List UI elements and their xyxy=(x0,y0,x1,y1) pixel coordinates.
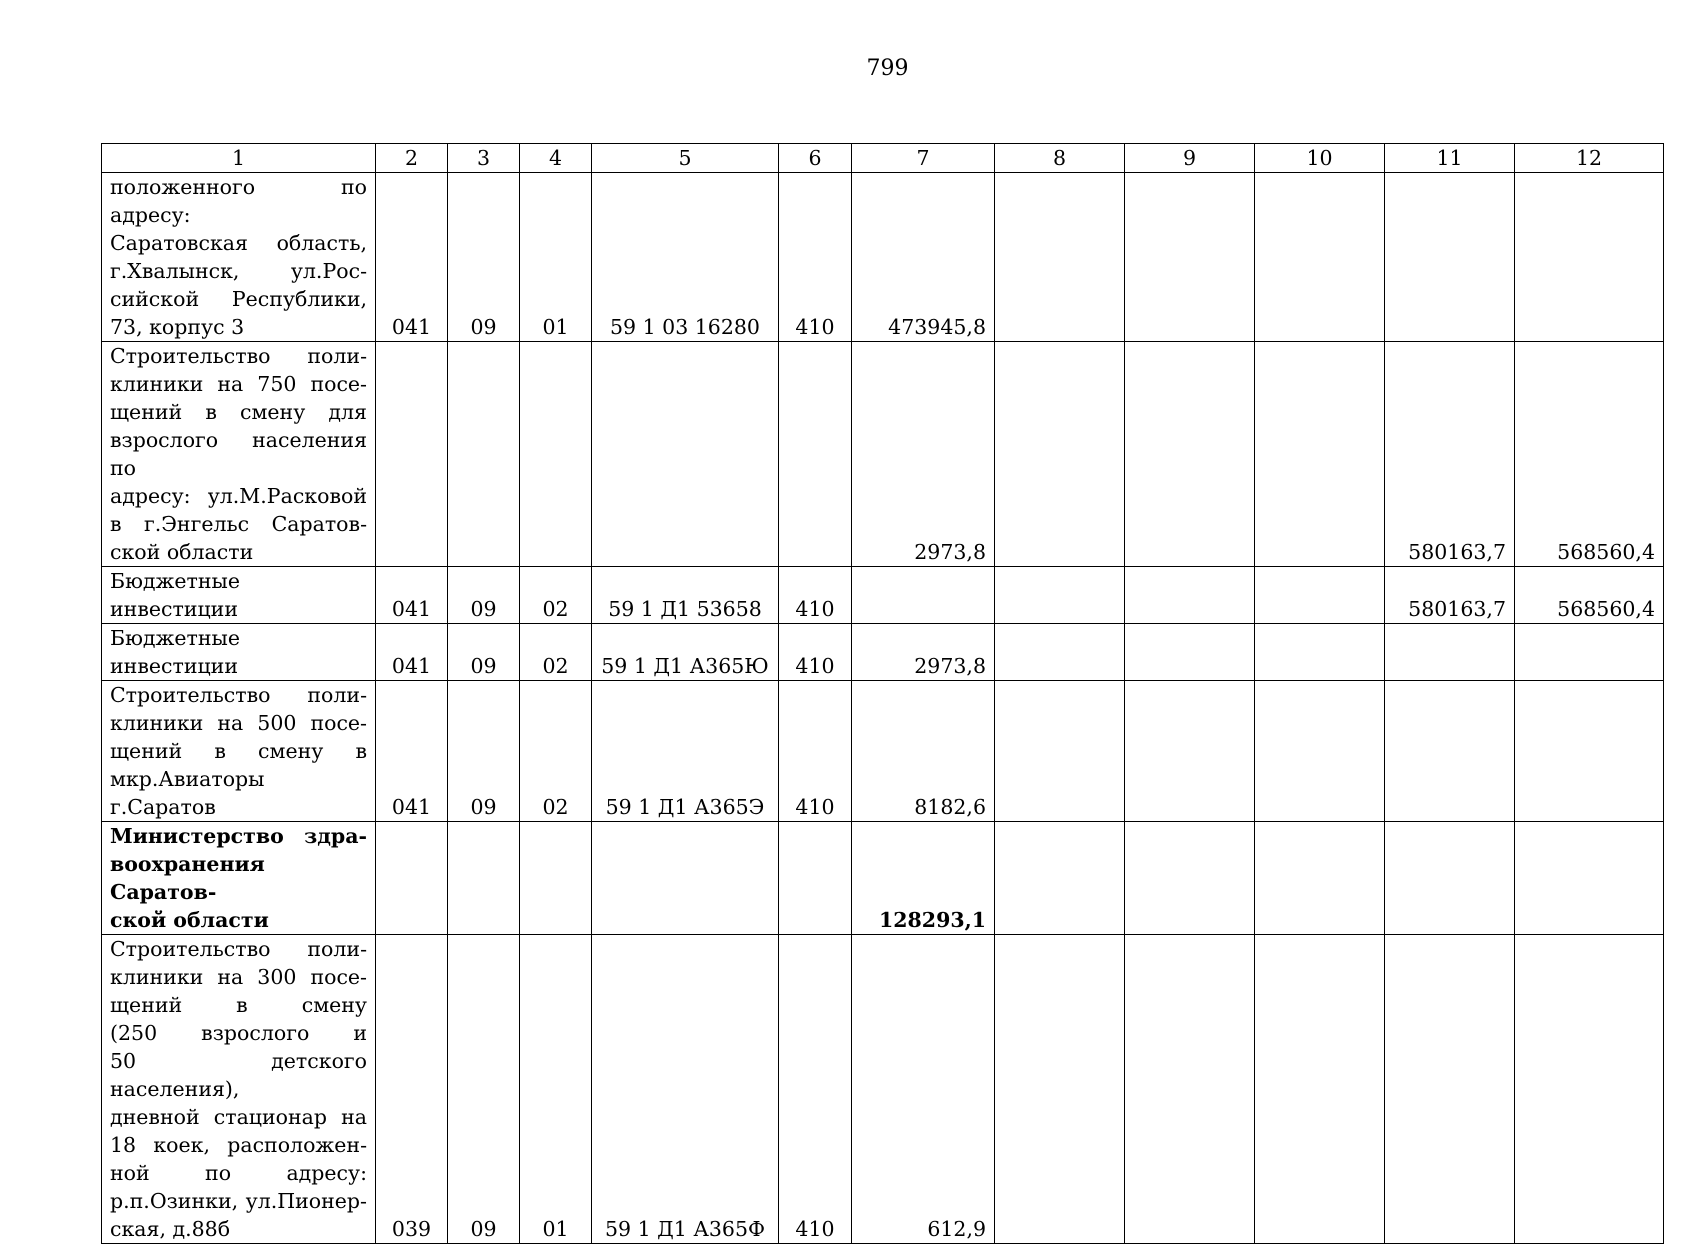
table-row xyxy=(102,935,1664,1244)
section-code: 09 xyxy=(448,624,520,681)
amount-col-11 xyxy=(1385,681,1515,822)
description-line: 73, корпус 3 xyxy=(110,315,245,339)
amount-col-9 xyxy=(1125,935,1255,1244)
description-line: в г.Энгельс Саратов- xyxy=(110,512,367,536)
subsection-code xyxy=(520,342,592,567)
amount-col-9 xyxy=(1125,567,1255,624)
description-line: Строительство поли- xyxy=(110,344,367,368)
amount-col-10 xyxy=(1255,624,1385,681)
amount-col-8 xyxy=(995,935,1125,1244)
table-row xyxy=(102,342,1664,567)
target-article xyxy=(592,822,779,935)
column-header-3: 3 xyxy=(448,144,520,173)
description-line: р.п.Озинки, ул.Пионер- xyxy=(110,1189,367,1213)
table-row xyxy=(102,567,1664,624)
section-code xyxy=(448,342,520,567)
column-header-6: 6 xyxy=(779,144,852,173)
target-article xyxy=(592,342,779,567)
amount-col-8 xyxy=(995,567,1125,624)
table-header-row xyxy=(102,144,1664,173)
amount-col-12: 568560,4 xyxy=(1515,342,1664,567)
description-line: положенного по адресу: xyxy=(110,175,367,227)
expense-type: 410 xyxy=(779,624,852,681)
description-line: взрослого населения по xyxy=(110,428,367,480)
description-line: адресу: ул.М.Расковой xyxy=(110,484,367,508)
amount-col-8 xyxy=(995,624,1125,681)
section-code: 09 xyxy=(448,681,520,822)
amount-col-7 xyxy=(852,567,995,624)
row-description xyxy=(102,681,376,822)
amount-col-12: 568560,4 xyxy=(1515,567,1664,624)
description-line: щений в смену xyxy=(110,993,367,1017)
description-line: дневной стационар на xyxy=(110,1105,367,1129)
description-line: клиники на 750 посе- xyxy=(110,372,367,396)
section-code: 09 xyxy=(448,935,520,1244)
amount-col-10 xyxy=(1255,342,1385,567)
expense-type: 410 xyxy=(779,935,852,1244)
expense-type: 410 xyxy=(779,173,852,342)
description-line: Бюджетные инвестиции xyxy=(110,569,240,621)
table-row xyxy=(102,681,1664,822)
ministry-code xyxy=(376,822,448,935)
budget-table xyxy=(101,143,1664,1244)
column-header-12: 12 xyxy=(1515,144,1664,173)
target-article: 59 1 Д1 А365Ф xyxy=(592,935,779,1244)
row-description xyxy=(102,567,376,624)
amount-col-11: 580163,7 xyxy=(1385,342,1515,567)
amount-col-12 xyxy=(1515,173,1664,342)
ministry-code: 041 xyxy=(376,681,448,822)
row-description xyxy=(102,935,376,1244)
table-row xyxy=(102,822,1664,935)
expense-type xyxy=(779,342,852,567)
row-description xyxy=(102,342,376,567)
amount-col-7: 473945,8 xyxy=(852,173,995,342)
table-row xyxy=(102,624,1664,681)
amount-col-10 xyxy=(1255,681,1385,822)
amount-col-12 xyxy=(1515,624,1664,681)
column-header-8: 8 xyxy=(995,144,1125,173)
amount-col-8 xyxy=(995,681,1125,822)
amount-col-7: 2973,8 xyxy=(852,624,995,681)
column-header-2: 2 xyxy=(376,144,448,173)
column-header-1: 1 xyxy=(102,144,376,173)
description-line: Саратовская область, xyxy=(110,231,367,255)
subsection-code: 02 xyxy=(520,681,592,822)
amount-col-9 xyxy=(1125,624,1255,681)
target-article: 59 1 Д1 А365Э xyxy=(592,681,779,822)
amount-col-8 xyxy=(995,173,1125,342)
amount-col-10 xyxy=(1255,822,1385,935)
description-line: ская, д.88б xyxy=(110,1217,231,1241)
description-line: клиники на 300 посе- xyxy=(110,965,367,989)
amount-col-11 xyxy=(1385,822,1515,935)
subsection-code: 01 xyxy=(520,935,592,1244)
target-article: 59 1 Д1 53658 xyxy=(592,567,779,624)
amount-col-11 xyxy=(1385,935,1515,1244)
amount-col-12 xyxy=(1515,681,1664,822)
amount-col-7: 128293,1 xyxy=(852,822,995,935)
description-line: ской области xyxy=(110,908,269,932)
amount-col-10 xyxy=(1255,935,1385,1244)
description-line: щений в смену для xyxy=(110,400,367,424)
row-description xyxy=(102,822,376,935)
column-header-10: 10 xyxy=(1255,144,1385,173)
amount-col-10 xyxy=(1255,567,1385,624)
ministry-code xyxy=(376,342,448,567)
subsection-code xyxy=(520,822,592,935)
amount-col-12 xyxy=(1515,822,1664,935)
amount-col-8 xyxy=(995,342,1125,567)
ministry-code: 041 xyxy=(376,567,448,624)
section-code: 09 xyxy=(448,567,520,624)
amount-col-11 xyxy=(1385,624,1515,681)
amount-col-11 xyxy=(1385,173,1515,342)
description-line: ной по адресу: xyxy=(110,1161,367,1185)
row-description xyxy=(102,624,376,681)
description-line: Строительство поли- xyxy=(110,683,367,707)
description-line: воохранения Саратов- xyxy=(110,852,265,904)
column-header-9: 9 xyxy=(1125,144,1255,173)
expense-type xyxy=(779,822,852,935)
target-article: 59 1 03 16280 xyxy=(592,173,779,342)
column-header-5: 5 xyxy=(592,144,779,173)
subsection-code: 02 xyxy=(520,624,592,681)
column-header-4: 4 xyxy=(520,144,592,173)
amount-col-9 xyxy=(1125,173,1255,342)
description-line: г.Саратов xyxy=(110,795,216,819)
description-line: сийской Республики, xyxy=(110,287,367,311)
description-line: щений в смену в xyxy=(110,739,367,763)
description-line: Министерство здра- xyxy=(110,824,367,848)
amount-col-7: 612,9 xyxy=(852,935,995,1244)
row-description xyxy=(102,173,376,342)
ministry-code: 041 xyxy=(376,624,448,681)
column-header-11: 11 xyxy=(1385,144,1515,173)
amount-col-7: 2973,8 xyxy=(852,342,995,567)
section-code xyxy=(448,822,520,935)
expense-type: 410 xyxy=(779,681,852,822)
amount-col-7: 8182,6 xyxy=(852,681,995,822)
amount-col-8 xyxy=(995,822,1125,935)
expense-type: 410 xyxy=(779,567,852,624)
description-line: ской области xyxy=(110,540,254,564)
description-line: 18 коек, расположен- xyxy=(110,1133,367,1157)
description-line: (250 взрослого и xyxy=(110,1021,367,1045)
amount-col-11: 580163,7 xyxy=(1385,567,1515,624)
description-line: г.Хвалынск, ул.Рос- xyxy=(110,259,367,283)
description-line: клиники на 500 посе- xyxy=(110,711,367,735)
amount-col-10 xyxy=(1255,173,1385,342)
description-line: Строительство поли- xyxy=(110,937,367,961)
amount-col-12 xyxy=(1515,935,1664,1244)
description-line: мкр.Авиаторы xyxy=(110,767,265,791)
ministry-code: 041 xyxy=(376,173,448,342)
description-line: 50 детского населения), xyxy=(110,1049,367,1101)
subsection-code: 02 xyxy=(520,567,592,624)
page-number: 799 xyxy=(866,56,909,81)
section-code: 09 xyxy=(448,173,520,342)
column-header-7: 7 xyxy=(852,144,995,173)
ministry-code: 039 xyxy=(376,935,448,1244)
description-line: Бюджетные инвестиции xyxy=(110,626,240,678)
amount-col-9 xyxy=(1125,681,1255,822)
amount-col-9 xyxy=(1125,342,1255,567)
subsection-code: 01 xyxy=(520,173,592,342)
target-article: 59 1 Д1 А365Ю xyxy=(592,624,779,681)
table-row xyxy=(102,173,1664,342)
amount-col-9 xyxy=(1125,822,1255,935)
